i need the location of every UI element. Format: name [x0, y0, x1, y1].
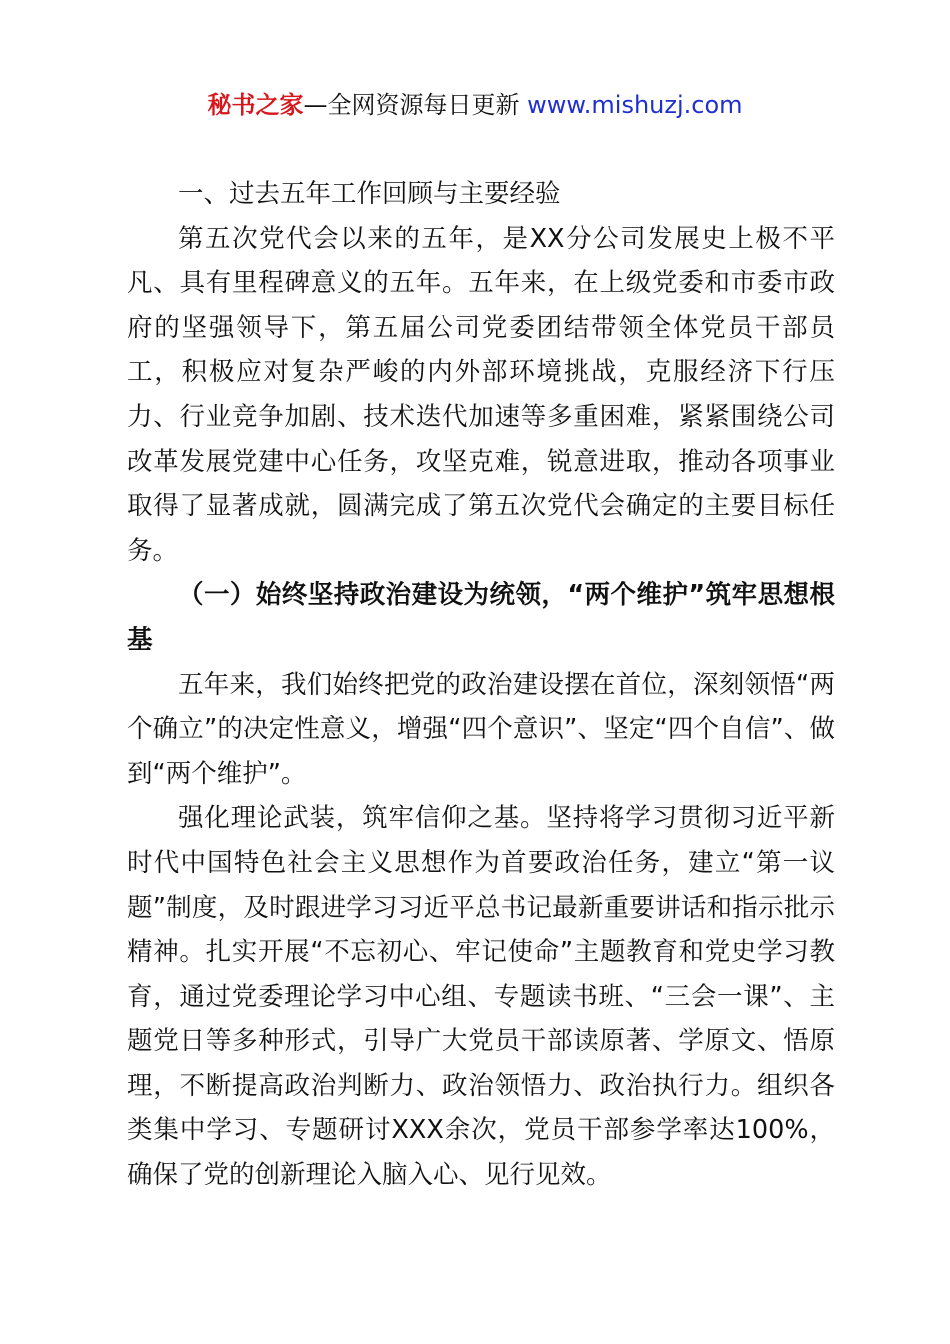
subsection-heading: （一）始终坚持政治建设为统领，“两个维护”筑牢思想根基 — [127, 580, 835, 655]
document-body — [127, 172, 835, 1198]
body-paragraph-2: 强化理论武装，筑牢信仰之基。坚持将学习贯彻习近平新时代中国特色社会主义思想作为首要政治任务，建立“第一议题”制度，及时跟进学习习近平总书记最新重要讲话和指示批示精神。扎实开展“不忘初心、牢记使命”主题教育和党史学习教育，通过党委理论学习中心组、专题读书班、“三会一课”、主题党日等多种形式，引导广大党员干部读原著、学原文、悟原理，不断提高政治判断力、政治领悟力、政治执行力。组织各类集中学习、专题研讨XXX余次，党员干部参学率达100%，确保了党的创新理论入脑入心、见行见效。 — [127, 803, 835, 1191]
site-url-link[interactable]: www.mishuzj.com — [527, 91, 743, 119]
site-tagline: —全网资源每日更新 — [303, 91, 528, 119]
body-paragraph-1: 五年来，我们始终把党的政治建设摆在首位，深刻领悟“两个确立”的决定性意义，增强“四个意识”、坚定“四个自信”、做到“两个维护”。 — [127, 669, 835, 789]
site-brand: 秘书之家 — [207, 91, 304, 119]
intro-paragraph: 第五次党代会以来的五年，是XX分公司发展史上极不平凡、具有里程碑意义的五年。五年来，在上级党委和市委市政府的坚强领导下，第五届公司党委团结带领全体党员干部员工，积极应对复杂严峻的内外部环境挑战，克服经济下行压力、行业竞争加剧、技术迭代加速等多重困难，紧紧围绕公司改革发展党建中心任务，攻坚克难，锐意进取，推动各项事业取得了显著成就，圆满完成了第五次党代会确定的主要目标任务。 — [127, 223, 835, 566]
site-header — [0, 88, 950, 122]
section-title: 一、过去五年工作回顾与主要经验 — [178, 179, 561, 209]
